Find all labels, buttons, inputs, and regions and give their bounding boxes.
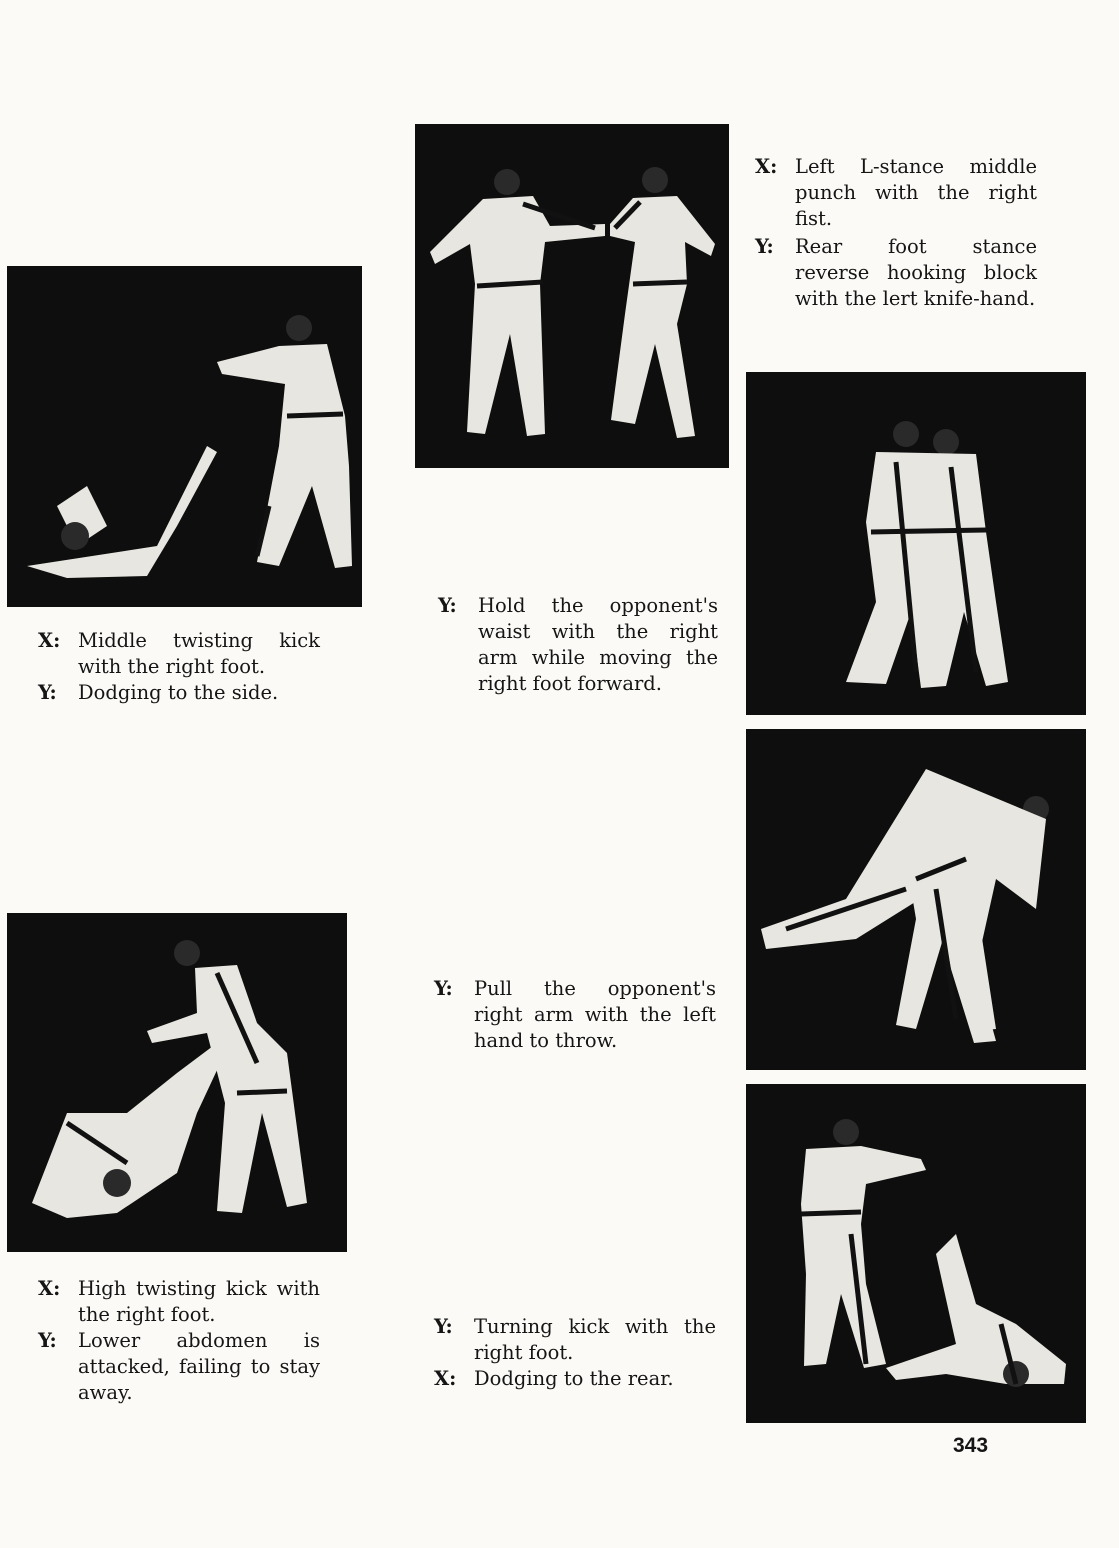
caption-line xyxy=(38,628,320,680)
caption-line xyxy=(755,154,1037,232)
photo-high-twisting-kick xyxy=(7,913,347,1252)
caption-left-upper xyxy=(38,628,320,706)
caption-text: Rear foot stance reverse hooking block with the lert knife-hand. xyxy=(795,235,1037,310)
photo-throw xyxy=(746,729,1086,1070)
caption-tag: Y: xyxy=(438,594,457,617)
page-number: 343 xyxy=(953,1434,989,1457)
photo-two-fighters-facing xyxy=(415,124,729,468)
caption-tag: X: xyxy=(755,155,778,178)
caption-text: Dodging to the rear. xyxy=(474,1367,674,1390)
caption-left-lower xyxy=(38,1276,320,1406)
caption-line xyxy=(38,680,320,706)
caption-tag: Y: xyxy=(434,977,453,1000)
photo-turning-kick xyxy=(746,1084,1086,1423)
caption-line xyxy=(434,976,716,1054)
photo-image xyxy=(7,266,362,607)
caption-tag: X: xyxy=(434,1367,457,1390)
photo-image xyxy=(746,372,1086,715)
caption-text: Hold the opponent's waist with the right arm while moving the right foot forward. xyxy=(478,594,718,695)
caption-text: Lower abdomen is attacked, failing to stay away. xyxy=(78,1329,320,1404)
caption-middle-center xyxy=(434,976,716,1054)
caption-text: Pull the opponent's right arm with the left hand to throw. xyxy=(474,977,716,1052)
caption-line xyxy=(38,1276,320,1328)
caption-tag: Y: xyxy=(434,1315,453,1338)
caption-text: High twisting kick with the right foot. xyxy=(78,1277,320,1326)
caption-line xyxy=(434,1366,716,1392)
caption-top-right xyxy=(755,154,1037,312)
caption-text: Middle twisting kick with the right foot. xyxy=(78,629,320,678)
photo-image xyxy=(746,729,1086,1070)
photo-image xyxy=(415,124,729,468)
caption-tag: Y: xyxy=(38,1329,57,1352)
photo-image xyxy=(7,913,347,1252)
photo-middle-twisting-kick xyxy=(7,266,362,607)
caption-middle-upper xyxy=(438,593,718,697)
caption-line xyxy=(38,1328,320,1406)
photo-image xyxy=(746,1084,1086,1423)
caption-line xyxy=(755,234,1037,312)
photo-hold-waist xyxy=(746,372,1086,715)
caption-text: Dodging to the side. xyxy=(78,681,279,704)
caption-text: Turning kick with the right foot. xyxy=(474,1315,716,1364)
caption-tag: X: xyxy=(38,1277,61,1300)
caption-tag: X: xyxy=(38,629,61,652)
caption-tag: Y: xyxy=(755,235,774,258)
caption-line xyxy=(438,593,718,697)
caption-middle-lower xyxy=(434,1314,716,1392)
caption-line xyxy=(434,1314,716,1366)
caption-tag: Y: xyxy=(38,681,57,704)
caption-text: Left L-stance middle punch with the right fist. xyxy=(795,155,1037,230)
